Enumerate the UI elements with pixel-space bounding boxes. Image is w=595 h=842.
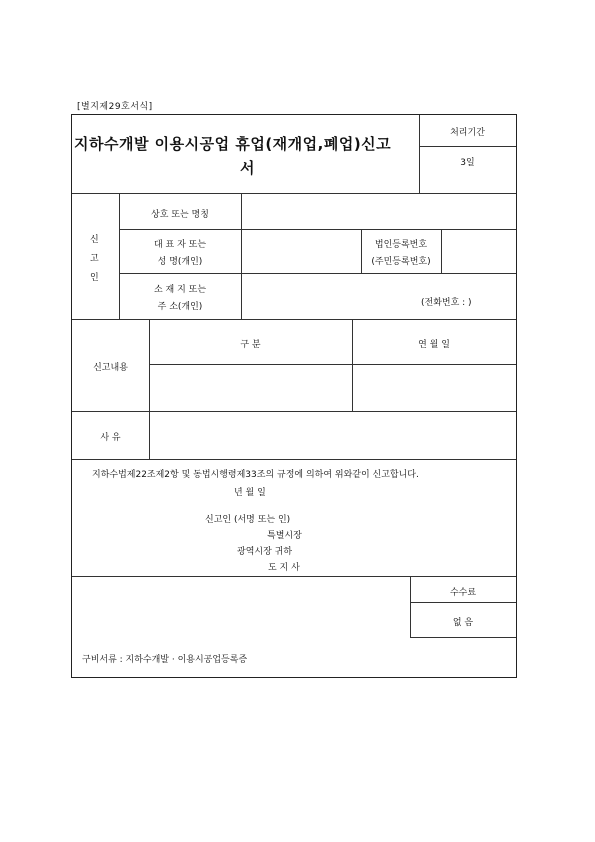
addressee-1: 특별시장: [267, 531, 302, 541]
form-number: [별지제29호서식]: [77, 102, 153, 112]
declaration-signer: 신고인 (서명 또는 인): [205, 515, 291, 525]
declaration-statement: 지하수법제22조제2항 및 동법시행령제33조의 규정에 의하여 위와같이 신고합니다.: [92, 470, 419, 480]
reason-field[interactable]: [150, 412, 515, 458]
representative-label-2: 성 명(개인): [157, 257, 203, 267]
category-header: 구 분: [240, 340, 261, 350]
required-documents: 구비서류 : 지하수개발 · 이용시공업등록증: [82, 655, 248, 665]
reporter-label-3: 인: [90, 273, 99, 283]
corp-number-label-2: (주민등록번호): [371, 257, 431, 267]
form-frame: [71, 114, 517, 678]
declaration-bottom-line: [72, 576, 516, 577]
reporter-bottom-line: [72, 319, 516, 320]
addressee-2: 광역시장 귀하: [237, 547, 293, 557]
address-label-1: 소 재 지 또는: [153, 285, 207, 295]
processing-mid-line: [419, 146, 516, 147]
business-name-label: 상호 또는 명칭: [151, 210, 209, 220]
phone-label: (전화번호 : ): [421, 298, 472, 308]
processing-value: 3일: [460, 158, 475, 168]
fee-value: 없 음: [452, 618, 474, 628]
form-title-line2: 서: [240, 159, 255, 177]
date-header: 연 월 일: [418, 340, 450, 350]
reporter-label-2: 고: [90, 254, 99, 264]
address-field[interactable]: [242, 274, 515, 318]
category-field[interactable]: [150, 365, 351, 410]
reporter-label-1: 신: [90, 235, 99, 245]
fee-label: 수수료: [449, 588, 477, 598]
date-field[interactable]: [353, 365, 515, 410]
reason-bottom-line: [72, 459, 516, 460]
representative-field[interactable]: [242, 230, 359, 272]
business-name-field[interactable]: [242, 194, 515, 228]
processing-label: 처리기간: [450, 128, 485, 138]
corp-number-label-1: 법인등록번호: [374, 240, 428, 250]
address-label-2: 주 소(개인): [157, 302, 203, 312]
form-title-line1: 지하수개발 이용시공업 휴업(재개업,폐업)신고: [74, 135, 392, 153]
reason-label: 사 유: [100, 433, 121, 443]
representative-label-1: 대 표 자 또는: [153, 240, 207, 250]
declaration-date: 년 월 일: [234, 488, 266, 498]
fee-mid-line: [410, 602, 516, 603]
addressee-3: 도 지 사: [268, 563, 300, 573]
corp-number-field[interactable]: [442, 230, 515, 272]
fee-bottom-line: [410, 637, 516, 638]
report-content-label: 신고내용: [93, 363, 128, 373]
